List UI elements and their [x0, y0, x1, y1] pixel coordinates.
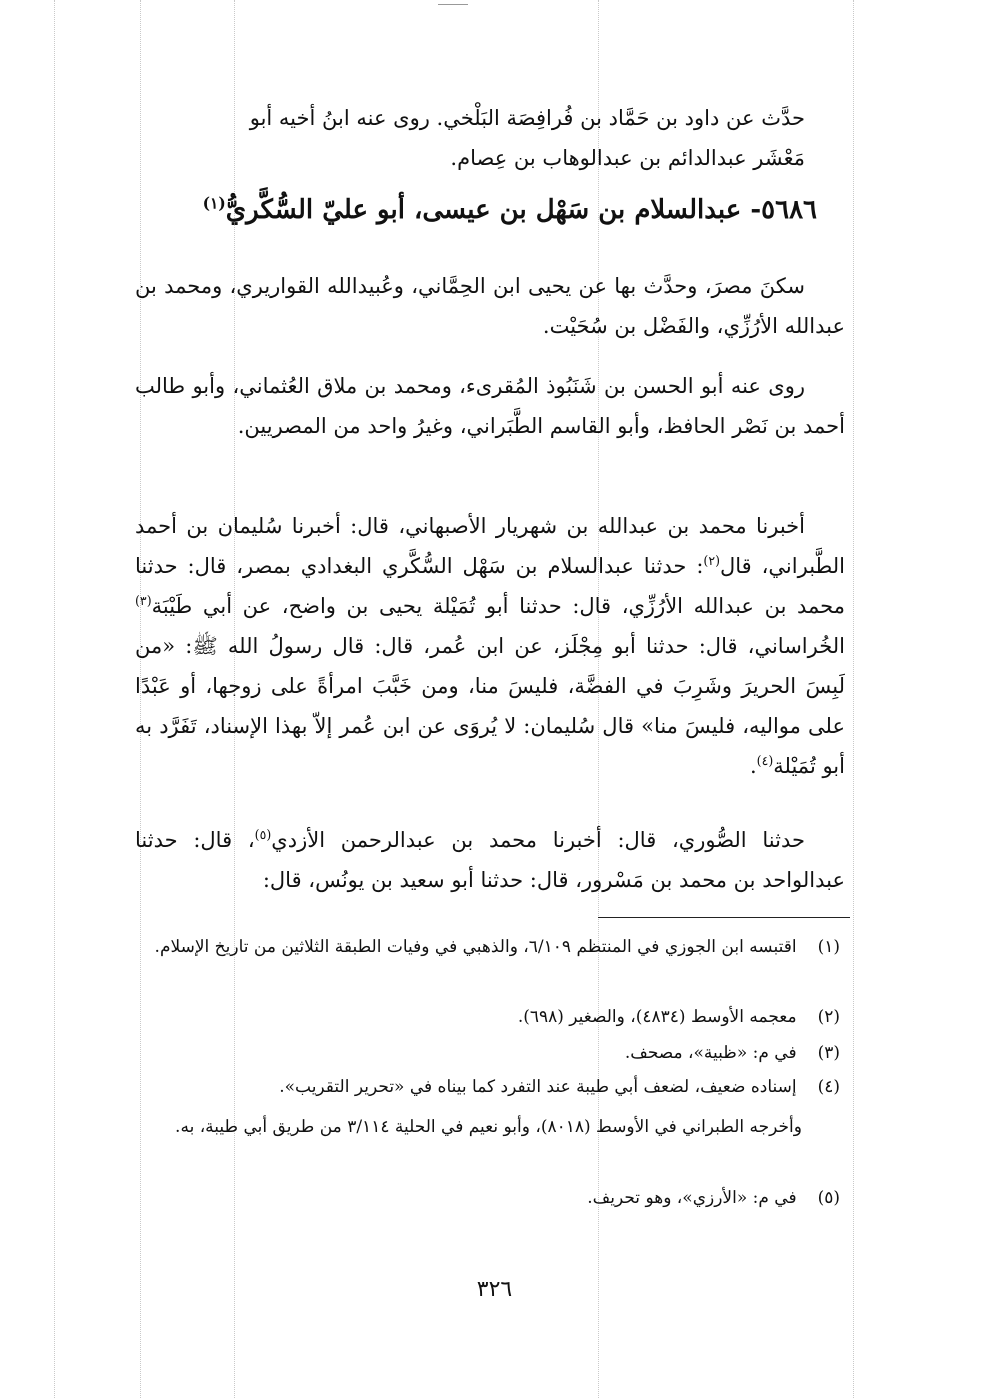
footnote — [135, 1183, 840, 1213]
footnote-ref-5: (٥) — [254, 827, 272, 842]
hadith-text-part: أخبرنا محمد بن عبدالله بن شهريار الأصبهاني، قال: أخبرنا سُليمان بن أحمد الطَّبراني، قال — [135, 514, 845, 578]
footnote-number: (٣) — [817, 1043, 840, 1063]
continuation-line-2: مَعْشَر عبدالدائم بن عبدالوهاب بن عِصام. — [450, 146, 805, 170]
hadith-text-part: . — [749, 754, 757, 778]
chain-text-part: ، قال: حدثنا عبدالواحد بن محمد بن مَسْرور، قال: حدثنا أبو سعيد بن يونُس، قال: — [135, 828, 845, 892]
paragraph-hadith-text — [135, 506, 845, 786]
footnote-ref-2: (٢) — [703, 553, 721, 568]
footnote-text: في م: «ظبية»، مصحف. — [624, 1043, 797, 1063]
footnote-divider — [598, 917, 850, 918]
paragraph-residence — [135, 266, 845, 350]
footnote-text: إسناده ضعيف، لضعف أبي طيبة عند التفرد كما بيناه في «تحرير التقريب». — [279, 1077, 797, 1097]
footnote-ref-4: (٤) — [756, 753, 774, 768]
footnote-number: (٥) — [817, 1188, 840, 1208]
paragraph-residence-text: سكنَ مصرَ، وحدَّث بها عن يحيى ابن الحِمَّاني، وعُبيدالله القواريري، ومحمد بن عبدالله الأرُزِّي، والفَضْل بن سُحَيْت. — [135, 274, 845, 338]
chain-text-part: حدثنا الصُّوري، قال: أخبرنا محمد بن عبدالرحمن الأزدي — [271, 828, 805, 852]
entry-number: ٥٦٨٦- — [750, 195, 817, 225]
footnote — [135, 932, 840, 992]
paragraph-narrators — [135, 366, 845, 490]
paragraph-chain — [135, 820, 845, 904]
footnote-continuation — [135, 1112, 840, 1172]
footnote-ref-1: (١) — [202, 193, 226, 213]
footnote-text: اقتبسه ابن الجوزي في المنتظم ٦/١٠٩، والذهبي في وفيات الطبقة الثلاثين من تاريخ الإسلام. — [154, 937, 797, 957]
top-margin-mark — [438, 4, 468, 5]
footnote-text: في م: «الأرزي»، وهو تحريف. — [587, 1188, 797, 1208]
footnote-number: (٤) — [817, 1077, 840, 1097]
entry-title: عبدالسلام بن سَهْل بن عيسى، أبو عليّ السُّكَّريُّ — [225, 195, 742, 225]
scan-guide-line — [54, 0, 55, 1398]
page-number: ٣٢٦ — [476, 1277, 513, 1302]
footnote-number: (١) — [817, 937, 840, 957]
paragraph-narrators-text: روى عنه أبو الحسن بن شَنَبُوذ المُقرىء، ومحمد بن ملاق العُثماني، وأبو طالب أحمد بن نَصْر الحافظ، وأبو القاسم الطَّبَراني، وغيرُ واحد من المصريين. — [135, 374, 845, 438]
continuation-text — [135, 98, 845, 178]
scan-guide-line — [853, 0, 854, 1398]
paragraph-hadith — [135, 506, 845, 810]
footnote-text: وأخرجه الطبراني في الأوسط (٨٠١٨)، وأبو نعيم في الحلية ٣/١١٤ من طريق أبي طيبة، به. — [175, 1117, 802, 1137]
paragraph-chain-text — [135, 820, 845, 900]
continuation-line-1: حدَّث عن داود بن حَمَّاد بن فُرافِصَة البَلْخي. روى عنه ابنُ أخيه أبو — [249, 106, 805, 130]
hadith-text-part: : حدثنا عبدالسلام بن سَهْل السُّكَّري البغدادي بمصر، قال: حدثنا محمد بن عبدالله الأرُزِّي، قال: حدثنا أبو تُمَيْلة يحيى بن واضح، عن أبي طَيْبَة — [135, 554, 845, 618]
footnote-number: (٢) — [817, 1007, 840, 1027]
footnote-text: معجمه الأوسط (٤٨٣٤)، والصغير (٦٩٨). — [517, 1007, 797, 1027]
footnote — [135, 1072, 840, 1102]
footnote-ref-3: (٣) — [135, 593, 152, 608]
footnote — [135, 1002, 840, 1032]
footnote — [135, 1038, 840, 1068]
entry-heading — [203, 190, 817, 230]
hadith-text-part: الخُراساني، قال: حدثنا أبو مِجْلَز، عن ابن عُمر، قال: قال رسولُ الله ﷺ: «من لَبِسَ الحريرَ وشَرِبَ في الفضَّة، فليسَ منا، ومن خَبَّبَ امرأةً على زوجها، أو عَبْدًا على مواليه، فليسَ منا» قال سُليمان: لا يُروَى عن ابن عُمر إلاّ بهذا الإسناد، تَفَرَّد به أبو تُمَيْلة — [135, 634, 845, 778]
